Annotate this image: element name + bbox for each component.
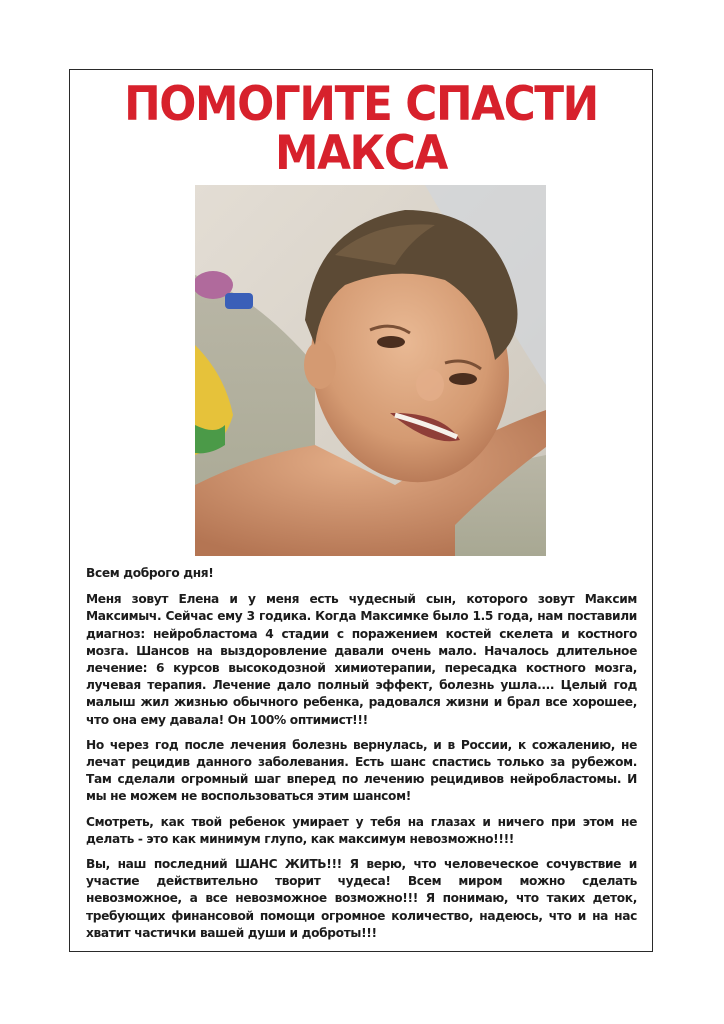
paragraph-4: Вы, наш последний ШАНС ЖИТЬ!!! Я верю, что человеческое сочувствие и участие действительно творит чудеса! Всем миром можно сделать невозможное, а все невозможное возможно!!! Я понимаю, что таких деток, требующих финансовой помощи огромное количество, надеюсь, что и на нас хватит частички вашей души и доброты!!! [86,857,637,940]
child-photo-illustration [195,185,546,556]
poster-frame [69,69,653,952]
title-line-1: ПОМОГИТЕ СПАСТИ [124,77,598,132]
child-photo [195,185,546,556]
paragraph-3: Смотреть, как твой ребенок умирает у тебя на глазах и ничего при этом не делать - это как минимум глупо, как максимум невозможно!!!! [86,814,637,846]
paragraph-2: Но через год после лечения болезнь вернулась, и в России, к сожалению, не лечат рецидив данного заболевания. Есть шанс спастись только за рубежом. Там сделали огромный шаг вперед по лечению рецидивов нейробластомы. И мы не можем не воспользоваться этим шансом! [86,737,637,804]
title-line-2: МАКСА [275,126,447,181]
poster-title [90,77,631,181]
greeting: Всем доброго дня! [86,566,214,580]
appeal-text [86,565,637,950]
paragraph-1: Меня зовут Елена и у меня есть чудесный сын, которого зовут Максим Максимыч. Сейчас ему 3 годика. Когда Максимке было 1.5 года, нам поставили диагноз: нейробластома 4 стадии с поражением костей скелета и костного мозга. Шансов на выздоровление давали очень мало. Началось длительное лечение: 6 курсов высокодозной химиотерапии, пересадка костного мозга, лучевая терапия. Лечение дало полный эффект, болезнь ушла.... Целый год малыш жил жизнью обычного ребенка, радовался жизни и брал все хорошее, что она ему давала! Он 100% оптимист!!! [86,592,637,727]
